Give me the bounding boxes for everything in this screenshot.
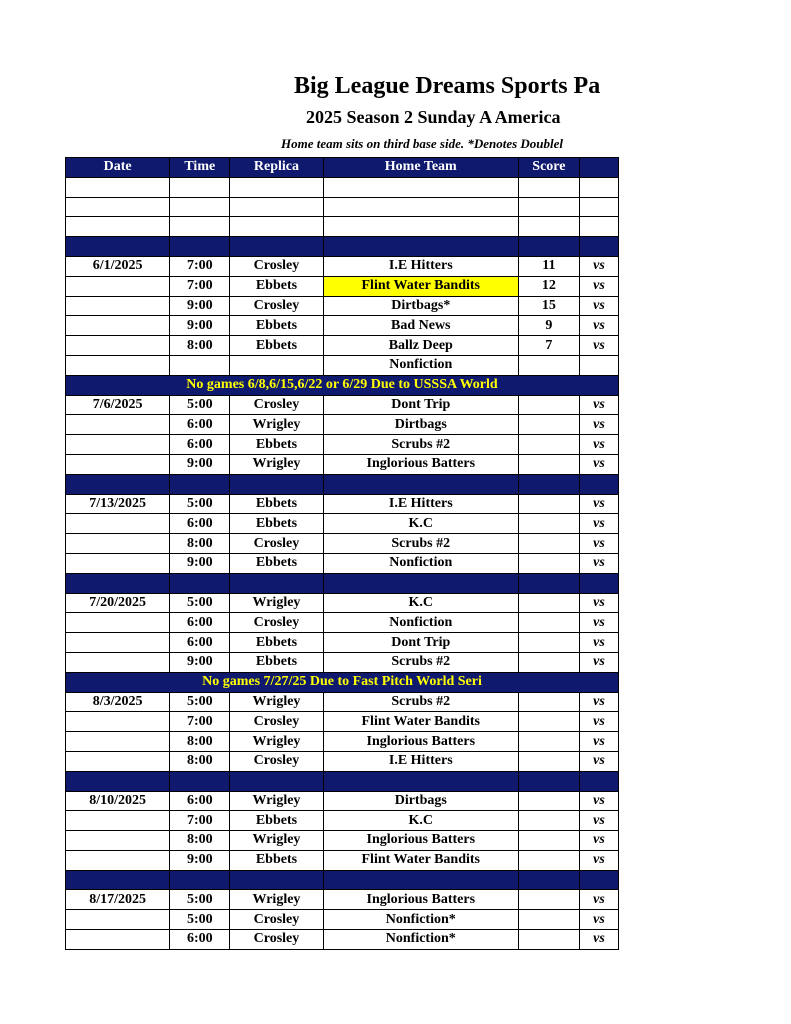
score-cell: 7 [518, 336, 579, 356]
vs-cell: vs [579, 534, 618, 554]
empty-cell [170, 771, 230, 791]
replica-cell: Ebbets [230, 514, 323, 534]
time-cell: 5:00 [170, 910, 230, 930]
home-team-cell: I.E Hitters [323, 751, 518, 771]
vs-cell: vs [579, 553, 618, 573]
replica-cell: Wrigley [230, 692, 323, 712]
score-cell [518, 494, 579, 514]
empty-cell [323, 573, 518, 593]
date-cell [66, 732, 170, 752]
vs-cell: vs [579, 751, 618, 771]
game-row [66, 395, 619, 415]
empty-cell [66, 573, 170, 593]
empty-cell [323, 217, 518, 237]
vs-cell [579, 355, 618, 375]
home-team-cell: Dont Trip [323, 633, 518, 653]
home-team-note: Home team sits on third base side. *Denotes Doublel [281, 136, 564, 151]
empty-cell [323, 771, 518, 791]
empty-cell [66, 217, 170, 237]
date-cell [66, 454, 170, 474]
time-cell: 8:00 [170, 751, 230, 771]
empty-cell [66, 474, 170, 494]
empty-cell [170, 177, 230, 197]
replica-cell: Wrigley [230, 890, 323, 910]
time-cell: 5:00 [170, 890, 230, 910]
replica-cell: Wrigley [230, 415, 323, 435]
score-cell [518, 454, 579, 474]
game-row [66, 890, 619, 910]
empty-cell [518, 870, 579, 890]
time-cell: 8:00 [170, 534, 230, 554]
replica-cell: Crosley [230, 534, 323, 554]
time-cell: 7:00 [170, 712, 230, 732]
date-cell [66, 415, 170, 435]
time-cell: 6:00 [170, 633, 230, 653]
date-cell [66, 336, 170, 356]
score-cell [518, 435, 579, 455]
game-row [66, 355, 619, 375]
replica-cell: Ebbets [230, 850, 323, 870]
date-cell [66, 811, 170, 831]
game-row [66, 296, 619, 316]
date-cell [66, 831, 170, 851]
vs-cell: vs [579, 276, 618, 296]
home-team-cell: Flint Water Bandits [323, 712, 518, 732]
date-cell [66, 276, 170, 296]
date-cell: 8/3/2025 [66, 692, 170, 712]
replica-cell: Ebbets [230, 494, 323, 514]
vs-cell: vs [579, 652, 618, 672]
date-header: Date [66, 158, 170, 178]
game-row [66, 791, 619, 811]
game-row [66, 276, 619, 296]
score-cell [518, 910, 579, 930]
empty-cell [518, 197, 579, 217]
date-cell [66, 930, 170, 950]
empty-cell [66, 771, 170, 791]
page-subtitle: 2025 Season 2 Sunday A America [306, 107, 561, 127]
home-team-cell: Nonfiction* [323, 930, 518, 950]
game-row [66, 633, 619, 653]
notice-row [66, 672, 619, 692]
home-team-cell: Bad News [323, 316, 518, 336]
score-cell [518, 732, 579, 752]
time-cell: 7:00 [170, 256, 230, 276]
time-cell: 7:00 [170, 811, 230, 831]
date-cell [66, 613, 170, 633]
replica-cell: Wrigley [230, 732, 323, 752]
schedule-table [65, 157, 619, 950]
replica-cell: Ebbets [230, 633, 323, 653]
home-team-cell: I.E Hitters [323, 494, 518, 514]
game-row [66, 850, 619, 870]
score-cell [518, 593, 579, 613]
replica-cell: Ebbets [230, 652, 323, 672]
home-team-cell: Dirtbags [323, 791, 518, 811]
vs-cell: vs [579, 435, 618, 455]
game-row [66, 336, 619, 356]
replica-cell: Crosley [230, 256, 323, 276]
vs-header [579, 158, 618, 178]
game-row [66, 435, 619, 455]
vs-cell: vs [579, 316, 618, 336]
date-cell [66, 751, 170, 771]
game-row [66, 910, 619, 930]
date-cell: 8/10/2025 [66, 791, 170, 811]
vs-cell: vs [579, 692, 618, 712]
replica-cell: Wrigley [230, 593, 323, 613]
date-cell: 8/17/2025 [66, 890, 170, 910]
empty-cell [518, 771, 579, 791]
vs-cell: vs [579, 633, 618, 653]
game-row [66, 553, 619, 573]
page-title: Big League Dreams Sports Pa [294, 73, 601, 99]
replica-cell: Crosley [230, 930, 323, 950]
notice-text: No games 7/27/25 Due to Fast Pitch World Seri [66, 672, 619, 692]
time-cell: 5:00 [170, 494, 230, 514]
game-row [66, 831, 619, 851]
empty-cell [579, 197, 618, 217]
empty-cell [66, 177, 170, 197]
replica-cell: Ebbets [230, 336, 323, 356]
vs-cell: vs [579, 256, 618, 276]
home-team-cell: Scrubs #2 [323, 652, 518, 672]
score-cell: 11 [518, 256, 579, 276]
replica-cell: Ebbets [230, 811, 323, 831]
empty-row [66, 217, 619, 237]
vs-cell: vs [579, 514, 618, 534]
score-cell [518, 514, 579, 534]
date-cell: 7/6/2025 [66, 395, 170, 415]
date-cell [66, 910, 170, 930]
home-team-cell: Dirtbags [323, 415, 518, 435]
empty-cell [323, 177, 518, 197]
vs-cell: vs [579, 930, 618, 950]
home-team-cell: Flint Water Bandits [323, 276, 518, 296]
vs-cell: vs [579, 593, 618, 613]
empty-cell [579, 217, 618, 237]
vs-cell: vs [579, 831, 618, 851]
time-cell: 9:00 [170, 296, 230, 316]
vs-cell: vs [579, 791, 618, 811]
time-cell: 6:00 [170, 514, 230, 534]
time-cell: 9:00 [170, 652, 230, 672]
score-cell [518, 831, 579, 851]
date-cell [66, 712, 170, 732]
replica-cell: Crosley [230, 296, 323, 316]
time-cell: 8:00 [170, 336, 230, 356]
separator-row [66, 771, 619, 791]
empty-row [66, 197, 619, 217]
empty-cell [170, 474, 230, 494]
vs-cell: vs [579, 336, 618, 356]
game-row [66, 593, 619, 613]
home-team-cell: Ballz Deep [323, 336, 518, 356]
vs-cell: vs [579, 732, 618, 752]
score-cell [518, 692, 579, 712]
score-cell: 15 [518, 296, 579, 316]
empty-cell [230, 474, 323, 494]
empty-cell [579, 573, 618, 593]
score-cell [518, 712, 579, 732]
replica-header: Replica [230, 158, 323, 178]
home-team-cell: Nonfiction [323, 355, 518, 375]
empty-cell [230, 237, 323, 257]
date-cell: 7/20/2025 [66, 593, 170, 613]
home-team-cell: Scrubs #2 [323, 534, 518, 554]
game-row [66, 712, 619, 732]
score-cell [518, 751, 579, 771]
vs-cell: vs [579, 811, 618, 831]
empty-cell [66, 870, 170, 890]
empty-cell [230, 870, 323, 890]
header-row [66, 158, 619, 178]
empty-cell [323, 237, 518, 257]
home-team-cell: Dirtbags* [323, 296, 518, 316]
time-cell: 9:00 [170, 454, 230, 474]
home-team-cell: K.C [323, 811, 518, 831]
date-cell [66, 514, 170, 534]
game-row [66, 415, 619, 435]
time-cell [170, 355, 230, 375]
empty-cell [579, 237, 618, 257]
date-cell [66, 553, 170, 573]
replica-cell: Crosley [230, 395, 323, 415]
score-cell [518, 811, 579, 831]
separator-row [66, 573, 619, 593]
time-cell: 9:00 [170, 553, 230, 573]
time-cell: 6:00 [170, 791, 230, 811]
date-cell [66, 316, 170, 336]
time-cell: 6:00 [170, 613, 230, 633]
replica-cell: Crosley [230, 712, 323, 732]
home-team-cell: I.E Hitters [323, 256, 518, 276]
time-cell: 6:00 [170, 930, 230, 950]
vs-cell: vs [579, 613, 618, 633]
time-cell: 8:00 [170, 732, 230, 752]
replica-cell: Ebbets [230, 553, 323, 573]
empty-cell [170, 197, 230, 217]
home-team-cell: K.C [323, 514, 518, 534]
time-cell: 9:00 [170, 850, 230, 870]
replica-cell: Ebbets [230, 316, 323, 336]
score-header: Score [518, 158, 579, 178]
empty-cell [230, 771, 323, 791]
empty-cell [518, 573, 579, 593]
score-cell [518, 553, 579, 573]
score-cell: 9 [518, 316, 579, 336]
replica-cell: Ebbets [230, 276, 323, 296]
game-row [66, 534, 619, 554]
home-team-cell: Dont Trip [323, 395, 518, 415]
date-cell [66, 633, 170, 653]
empty-cell [518, 217, 579, 237]
empty-cell [518, 237, 579, 257]
time-cell: 5:00 [170, 692, 230, 712]
empty-cell [579, 177, 618, 197]
vs-cell: vs [579, 494, 618, 514]
empty-cell [66, 237, 170, 257]
separator-row [66, 237, 619, 257]
date-cell [66, 652, 170, 672]
home-team-cell: Scrubs #2 [323, 435, 518, 455]
home-team-cell: Scrubs #2 [323, 692, 518, 712]
replica-cell: Crosley [230, 910, 323, 930]
score-cell [518, 652, 579, 672]
home-team-cell: Nonfiction [323, 613, 518, 633]
date-cell [66, 435, 170, 455]
empty-cell [230, 217, 323, 237]
score-cell [518, 633, 579, 653]
game-row [66, 692, 619, 712]
date-cell [66, 296, 170, 316]
game-row [66, 256, 619, 276]
home-team-cell: Inglorious Batters [323, 890, 518, 910]
date-cell: 6/1/2025 [66, 256, 170, 276]
empty-cell [170, 217, 230, 237]
game-row [66, 494, 619, 514]
empty-cell [323, 197, 518, 217]
replica-cell: Ebbets [230, 435, 323, 455]
replica-cell: Wrigley [230, 791, 323, 811]
score-cell [518, 355, 579, 375]
schedule-body [66, 177, 619, 949]
empty-cell [230, 197, 323, 217]
game-row [66, 652, 619, 672]
empty-cell [518, 474, 579, 494]
time-cell: 5:00 [170, 395, 230, 415]
score-cell [518, 395, 579, 415]
time-cell: 7:00 [170, 276, 230, 296]
replica-cell [230, 355, 323, 375]
empty-cell [579, 474, 618, 494]
date-cell [66, 355, 170, 375]
home-team-cell: Inglorious Batters [323, 732, 518, 752]
game-row [66, 930, 619, 950]
time-cell: 9:00 [170, 316, 230, 336]
separator-row [66, 870, 619, 890]
date-cell: 7/13/2025 [66, 494, 170, 514]
empty-cell [518, 177, 579, 197]
score-cell [518, 850, 579, 870]
game-row [66, 751, 619, 771]
home-team-cell: Inglorious Batters [323, 831, 518, 851]
empty-cell [579, 771, 618, 791]
date-cell [66, 534, 170, 554]
time-cell: 6:00 [170, 415, 230, 435]
home-team-cell: Inglorious Batters [323, 454, 518, 474]
empty-row [66, 177, 619, 197]
game-row [66, 316, 619, 336]
home-team-cell: Flint Water Bandits [323, 850, 518, 870]
time-cell: 5:00 [170, 593, 230, 613]
empty-cell [66, 197, 170, 217]
home-team-cell: Nonfiction [323, 553, 518, 573]
empty-cell [170, 573, 230, 593]
game-row [66, 514, 619, 534]
score-cell [518, 890, 579, 910]
home-team-header: Home Team [323, 158, 518, 178]
home-team-cell: Nonfiction* [323, 910, 518, 930]
game-row [66, 454, 619, 474]
vs-cell: vs [579, 890, 618, 910]
separator-row [66, 474, 619, 494]
game-row [66, 732, 619, 752]
score-cell [518, 415, 579, 435]
empty-cell [170, 237, 230, 257]
empty-cell [170, 870, 230, 890]
score-cell [518, 791, 579, 811]
notice-row [66, 375, 619, 395]
empty-cell [230, 177, 323, 197]
game-row [66, 613, 619, 633]
time-header: Time [170, 158, 230, 178]
vs-cell: vs [579, 712, 618, 732]
vs-cell: vs [579, 910, 618, 930]
home-team-cell: K.C [323, 593, 518, 613]
empty-cell [323, 870, 518, 890]
replica-cell: Wrigley [230, 831, 323, 851]
score-cell [518, 930, 579, 950]
replica-cell: Crosley [230, 613, 323, 633]
vs-cell: vs [579, 415, 618, 435]
time-cell: 6:00 [170, 435, 230, 455]
vs-cell: vs [579, 454, 618, 474]
replica-cell: Crosley [230, 751, 323, 771]
empty-cell [230, 573, 323, 593]
score-cell: 12 [518, 276, 579, 296]
score-cell [518, 613, 579, 633]
empty-cell [579, 870, 618, 890]
game-row [66, 811, 619, 831]
date-cell [66, 850, 170, 870]
vs-cell: vs [579, 395, 618, 415]
vs-cell: vs [579, 296, 618, 316]
empty-cell [323, 474, 518, 494]
replica-cell: Wrigley [230, 454, 323, 474]
time-cell: 8:00 [170, 831, 230, 851]
score-cell [518, 534, 579, 554]
notice-text: No games 6/8,6/15,6/22 or 6/29 Due to USSSA World [66, 375, 619, 395]
vs-cell: vs [579, 850, 618, 870]
